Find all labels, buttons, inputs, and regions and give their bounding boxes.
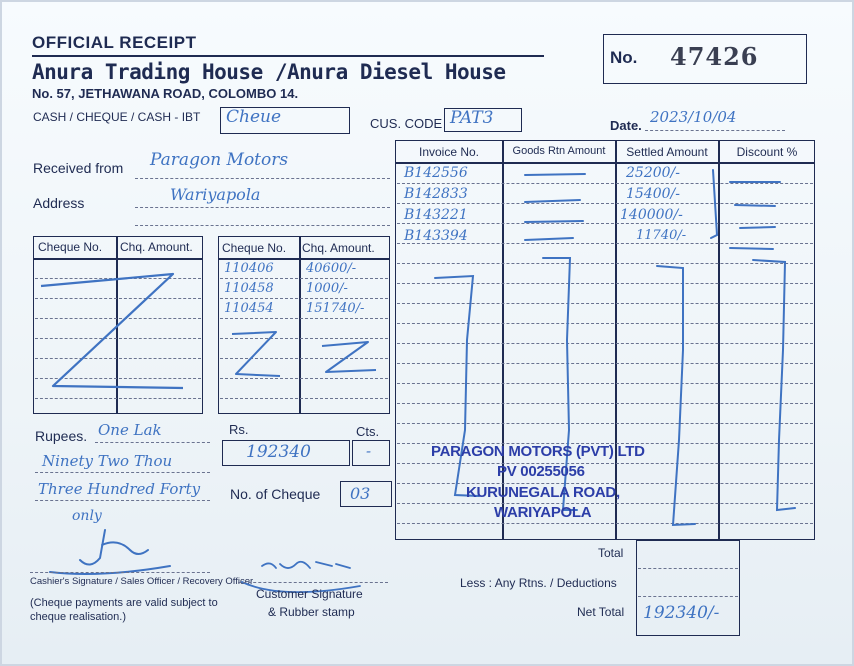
address-label: Address (33, 195, 85, 211)
rupees-words-line2: Ninety Two Thou (42, 452, 173, 470)
cashier-signature (20, 520, 180, 580)
stamp-company: PARAGON MOTORS (PVT) LTD (431, 443, 645, 460)
settled-amount: 140000/- (620, 207, 683, 223)
company-name: Anura Trading House /Anura Diesel House (32, 60, 506, 84)
total-line (638, 568, 738, 569)
invoice-no: B142556 (404, 165, 468, 181)
col-goods-rtn: Goods Rtn Amount (512, 145, 606, 157)
invoice-pen-strokes (395, 140, 815, 540)
cashier-signature-line (30, 572, 210, 573)
net-total-value: 192340/- (643, 603, 720, 623)
cheque-left-z-strike (33, 236, 203, 414)
cheque-no: 110406 (224, 261, 274, 276)
no-of-cheque-value: 03 (350, 484, 371, 503)
stamp-town: WARIYAPOLA (494, 504, 592, 521)
settled-amount: 11740/- (636, 228, 687, 243)
date-value: 2023/10/04 (650, 108, 737, 126)
no-of-cheque-label: No. of Cheque (230, 486, 321, 502)
rupees-line (35, 500, 210, 501)
rupees-line (35, 472, 210, 473)
customer-signature-label: Customer Signature (256, 587, 363, 601)
receipt-title: OFFICIAL RECEIPT (32, 33, 197, 52)
cheque-left-col-no: Cheque No. (38, 240, 103, 254)
receipt-number-label: No. (610, 48, 638, 67)
rupees-words-line3: Three Hundred Forty (38, 480, 201, 498)
rubber-stamp-label: & Rubber stamp (268, 605, 355, 619)
settled-amount: 25200/- (626, 165, 680, 181)
invoice-no: B143394 (404, 228, 468, 244)
cheque-right-z-strikes (218, 236, 390, 414)
settled-amount: 15400/- (626, 186, 680, 202)
cheque-right-col-amount: Chq. Amount. (302, 241, 375, 255)
stamp-road: KURUNEGALA ROAD, (466, 484, 620, 501)
date-line (645, 130, 785, 131)
cus-code-label: CUS. CODE (370, 116, 443, 131)
col-settled: Settled Amount (626, 145, 708, 159)
rupees-line (95, 442, 210, 443)
rupees-label: Rupees. (35, 428, 88, 444)
cts-value: - (366, 442, 372, 460)
cashier-signature-label: Cashier's Signature / Sales Officer / Recovery Officer (30, 576, 254, 587)
company-address: No. 57, JETHAWANA ROAD, COLOMBO 14. (32, 86, 299, 101)
col-discount: Discount % (736, 145, 798, 159)
cheque-amount: 151740/- (306, 301, 365, 316)
cheque-amount: 40600/- (306, 261, 357, 276)
received-from-line (135, 178, 390, 179)
deductions-line (638, 596, 738, 597)
address-value: Wariyapola (170, 185, 261, 204)
address-line-2 (135, 225, 390, 226)
rs-value: 192340 (246, 442, 311, 462)
total-label: Total (598, 546, 624, 560)
address-line (135, 207, 390, 208)
cus-code-value: PAT3 (450, 108, 494, 128)
date-label: Date. (610, 118, 642, 133)
received-from-label: Received from (33, 160, 124, 176)
payment-method-value: Cheue (226, 107, 282, 127)
cheque-no: 110454 (224, 301, 274, 316)
rupees-words-line1: One Lak (98, 421, 162, 439)
receipt-number: 47426 (670, 42, 759, 71)
cts-label: Cts. (356, 424, 380, 439)
rupees-words-line4: only (72, 508, 102, 524)
rs-label: Rs. (229, 422, 249, 437)
title-divider (32, 55, 544, 57)
received-from-value: Paragon Motors (150, 150, 289, 170)
stamp-pv: PV 00255056 (497, 463, 585, 480)
payment-types: CASH / CHEQUE / CASH - IBT (33, 110, 201, 124)
cheque-left-col-amount: Chq. Amount. (120, 240, 193, 254)
cheque-right-col-no: Cheque No. (222, 241, 287, 255)
cheque-amount: 1000/- (306, 281, 348, 296)
invoice-no: B143221 (404, 207, 468, 223)
cheque-no: 110458 (224, 281, 274, 296)
customer-signature-line (238, 582, 388, 583)
deductions-label: Less : Any Rtns. / Deductions (460, 576, 617, 590)
col-invoice-no: Invoice No. (418, 145, 480, 159)
cheque-validity-note: (Cheque payments are valid subject to cheque realisation.) (30, 597, 218, 623)
net-total-label: Net Total (577, 605, 625, 619)
invoice-no: B142833 (404, 186, 468, 202)
